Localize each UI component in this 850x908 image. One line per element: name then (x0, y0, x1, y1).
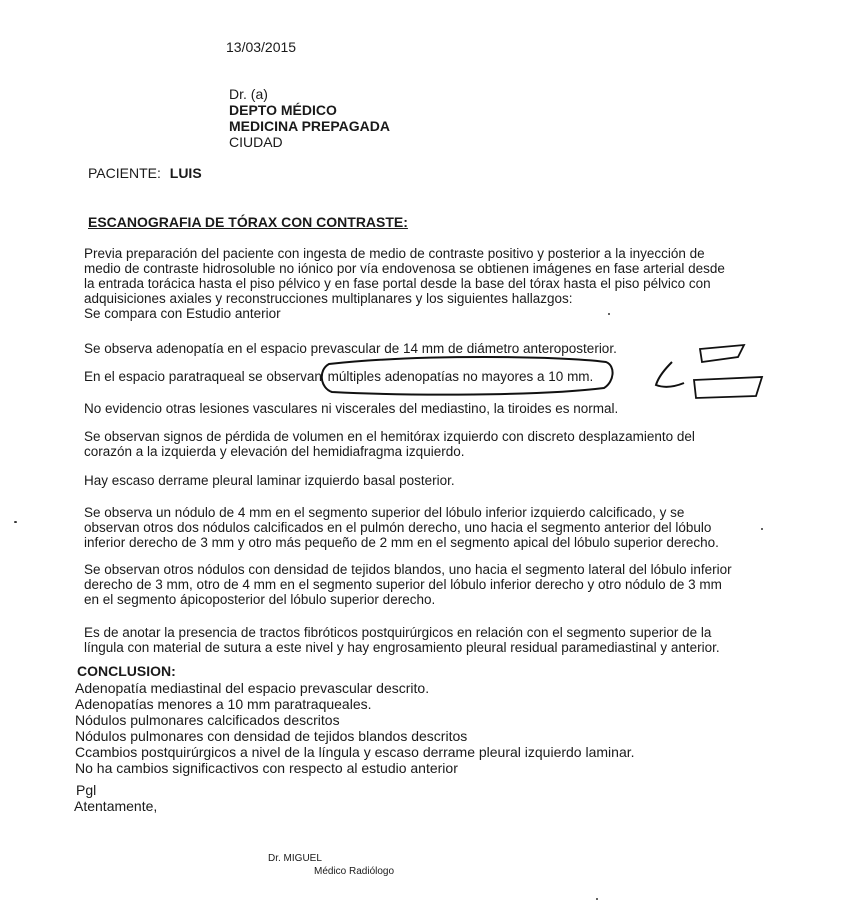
scan-speck (14, 521, 17, 523)
pen-arrow-mark (656, 362, 684, 387)
intro-line: adquisiciones axiales y reconstrucciones multiplanares y los siguientes hallazgos: (84, 291, 573, 306)
finding-soft-tissue-nodules (84, 562, 748, 607)
pen-box-mark-bottom (694, 377, 762, 398)
finding-line: Se observan signos de pérdida de volumen en el hemitórax izquierdo con discreto desplazamiento del (84, 429, 695, 444)
recipient-line-3: MEDICINA PREPAGADA (229, 118, 391, 134)
finding-line: derecho de 3 mm, otro de 4 mm en el segmento superior del lóbulo inferior derecho y otro nódulo de 3 mm (84, 577, 722, 592)
finding-line: Es de anotar la presencia de tractos fibróticos postquirúrgicos en relación con el segmento superior de la (84, 625, 712, 640)
intro-paragraph (84, 246, 748, 321)
signature-role: Médico Radiólogo (314, 866, 395, 877)
finding-paratracheal-circled: múltiples adenopatías no mayores a 10 mm. (327, 369, 594, 384)
finding-pleural-effusion: Hay escaso derrame pleural laminar izquierdo basal posterior. (84, 473, 455, 488)
intro-line: medio de contraste hidrosoluble no iónico por vía endovenosa se obtienen imágenes en fase arterial desde (84, 261, 725, 276)
recipient-line-4: CIUDAD (229, 134, 283, 150)
patient-label: PACIENTE: (88, 165, 161, 181)
finding-line: Se observa un nódulo de 4 mm en el segmento superior del lóbulo inferior izquierdo calcificado, y se (84, 505, 685, 520)
finding-line: inferior derecho de 3 mm y otro más pequeño de 2 mm en el segmento apical del lóbulo superior derecho. (84, 535, 719, 550)
conclusion-item: Nódulos pulmonares calcificados descritos (75, 712, 340, 728)
finding-line: observan otros dos nódulos calcificados en el pulmón derecho, uno hacia el segmento anterior del lóbulo (84, 520, 712, 535)
conclusion-item: Adenopatía mediastinal del espacio prevascular descrito. (75, 680, 430, 696)
patient-line (88, 165, 202, 182)
finding-line: Se observan otros nódulos con densidad de tejidos blandos, uno hacia el segmento lateral del lóbulo inferior (84, 562, 732, 577)
intro-line: la entrada torácica hasta el piso pélvico y en fase portal desde la base del tórax hasta el piso pélvico con (84, 276, 711, 291)
recipient-line-2: DEPTO MÉDICO (229, 102, 337, 118)
finding-fibrotic-tracts (84, 625, 748, 655)
finding-calcified-nodules (84, 505, 748, 550)
report-date: 13/03/2015 (226, 39, 297, 55)
finding-prevascular: Se observa adenopatía en el espacio prevascular de 14 mm de diámetro anteroposterior. (84, 341, 617, 356)
conclusion-list (75, 680, 635, 776)
exam-title: ESCANOGRAFIA DE TÓRAX CON CONTRASTE: (88, 214, 408, 230)
finding-paratracheal-prefix: En el espacio paratraqueal se observan (84, 369, 322, 384)
conclusion-item: Nódulos pulmonares con densidad de tejidos blandos descritos (75, 728, 468, 744)
conclusion-title: CONCLUSION: (77, 663, 176, 679)
recipient-line-1: Dr. (a) (229, 86, 268, 102)
conclusion-item: Adenopatías menores a 10 mm paratraqueales. (75, 696, 372, 712)
conclusion-item: No ha cambios significactivos con respecto al estudio anterior (75, 760, 458, 776)
finding-paratracheal (84, 369, 593, 384)
closing-salutation: Atentamente, (74, 798, 158, 814)
pen-box-mark-top (700, 345, 744, 362)
finding-volume-loss (84, 429, 748, 459)
finding-line: corazón a la izquierda y elevación del hemidiafragma izquierdo. (84, 444, 465, 459)
finding-mediastinum: No evidencio otras lesiones vasculares ni viscerales del mediastino, la tiroides es normal. (84, 401, 619, 416)
finding-line: língula con material de sutura a este nivel y hay engrosamiento pleural residual paramediastinal y anterior. (84, 640, 720, 655)
intro-line: Se compara con Estudio anterior (84, 306, 281, 321)
scan-speck (608, 313, 610, 315)
scan-speck (761, 528, 763, 530)
finding-line: en el segmento ápicoposterior del lóbulo superior derecho. (84, 592, 436, 607)
patient-name: LUIS (169, 165, 202, 181)
signature-name: Dr. MIGUEL (268, 853, 322, 864)
scan-speck (596, 898, 598, 900)
intro-line: Previa preparación del paciente con ingesta de medio de contraste positivo y posterior a la inyección de (84, 246, 705, 261)
closing-initials: Pgl (76, 782, 97, 798)
conclusion-item: Ccambios postquirúrgicos a nivel de la língula y escaso derrame pleural izquierdo laminar. (75, 744, 635, 760)
